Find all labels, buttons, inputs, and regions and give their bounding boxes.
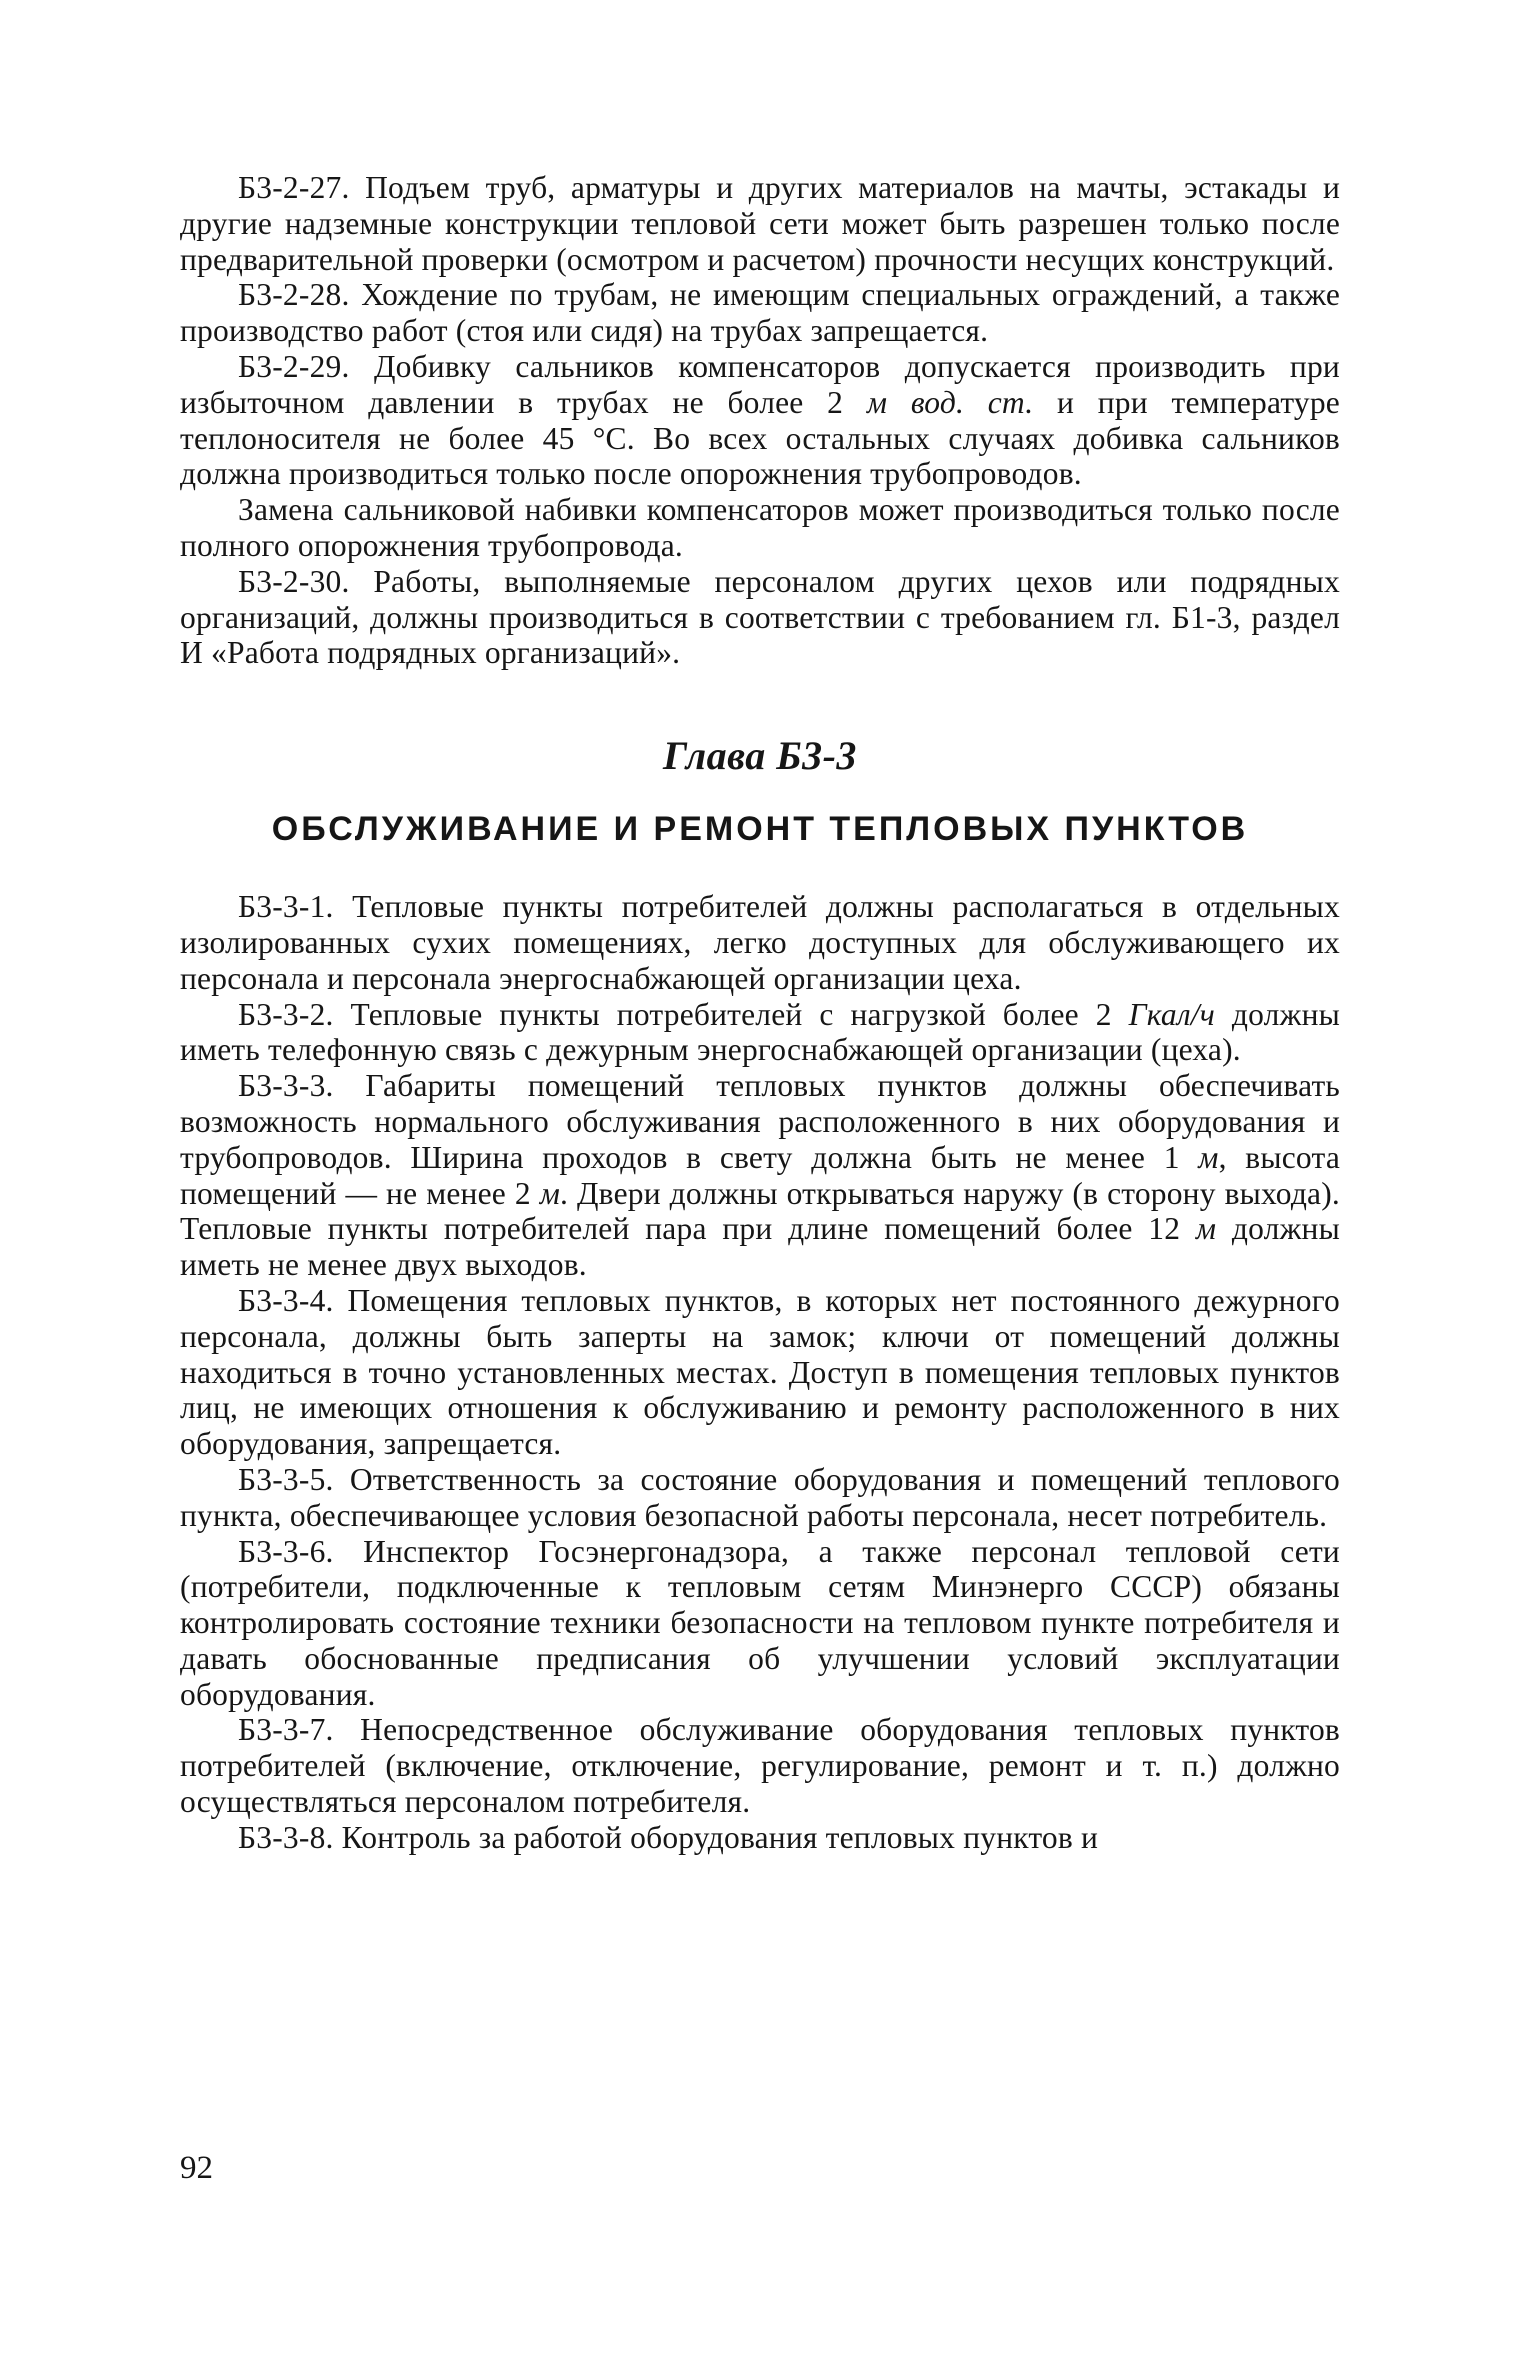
chapter-title: Глава Б3-3 xyxy=(663,733,857,779)
section-number: Б3-2-27. xyxy=(238,170,350,205)
section-number: Б3-3-8. xyxy=(238,1819,334,1855)
section-number: Б3-2-28. xyxy=(238,277,350,313)
section-number: Б3-2-29. xyxy=(238,348,350,384)
unit-label: м xyxy=(1195,1211,1217,1247)
section-text-cont: и при температуре теплоносителя не более 45 °С. Во всех остальных случаях добивка сальников должна производиться только после опорожнения трубопроводов. xyxy=(180,384,1340,492)
section-text: Подъем труб, арматуры и других материалов на мачты, эстакады и другие надземные конструкции тепловой сети может быть разрешен только после предварительной проверки (осмотром и расчетом) прочности несущих конструкций. xyxy=(180,170,1340,277)
section-text: Тепловые пункты потребителей должны располагаться в отдельных изолированных сухих помещениях, легко доступных для обслуживающего их персонала и персонала энергоснабжающей организации цеха. xyxy=(180,889,1340,996)
section-number: Б3-3-2. xyxy=(238,996,334,1032)
section-text-cont: , высота помещений — не менее 2 xyxy=(180,1139,1340,1211)
section-b3-3-7 xyxy=(180,1712,1340,1819)
section-number: Б3-3-3. xyxy=(238,1068,334,1104)
section-text: Работы, выполняемые персоналом других цехов или подрядных организаций, должны производиться в соответствии с требованием гл. Б1-3, раздел И «Работа подрядных организаций». xyxy=(180,563,1340,671)
unit-label: м xyxy=(1198,1139,1219,1175)
unit-label: м вод. ст. xyxy=(866,384,1034,420)
section-b3-2-29 xyxy=(180,349,1340,492)
section-number: Б3-3-7. xyxy=(238,1712,334,1748)
section-b3-3-1 xyxy=(180,889,1340,996)
document-page xyxy=(180,170,1340,1856)
section-b3-3-4 xyxy=(180,1283,1340,1462)
section-text: Габариты помещений тепловых пунктов должны обеспечивать возможность нормального обслуживания расположенного в них оборудования и трубопроводов. Ширина проходов в свету должна быть не менее 1 xyxy=(180,1068,1340,1175)
section-number: Б3-3-4. xyxy=(238,1282,334,1318)
section-text-cont: должны иметь телефонную связь с дежурным энергоснабжающей организации (цеха). xyxy=(180,996,1340,1068)
section-b3-3-6 xyxy=(180,1534,1340,1713)
section-text-cont: должны иметь не менее двух выходов. xyxy=(180,1211,1340,1283)
section-number: Б3-3-1. xyxy=(238,889,334,925)
section-text-cont: . Двери должны открываться наружу (в сторону выхода). Тепловые пункты потребителей пара при длине помещений более 12 xyxy=(180,1175,1341,1247)
section-text: Добивку сальников компенсаторов допускается производить при избыточном давлении в трубах не более 2 xyxy=(180,348,1340,420)
unit-label: м xyxy=(539,1175,561,1211)
section-b3-2-28 xyxy=(180,277,1340,349)
section-b3-3-2 xyxy=(180,997,1340,1069)
section-text: Хождение по трубам, не имеющим специальных ограждений, а также производство работ (стоя или сидя) на трубах запрещается. xyxy=(180,277,1340,349)
paragraph-gland-replacement xyxy=(180,492,1340,564)
section-b3-3-3 xyxy=(180,1068,1340,1283)
chapter-subtitle: ОБСЛУЖИВАНИЕ И РЕМОНТ ТЕПЛОВЫХ ПУНКТОВ xyxy=(271,810,1249,849)
section-b3-2-27 xyxy=(180,170,1340,277)
section-text: Замена сальниковой набивки компенсаторов может производиться только после полного опорожнения трубопровода. xyxy=(180,492,1340,563)
unit-label: Гкал/ч xyxy=(1128,996,1215,1032)
section-number: Б3-3-6. xyxy=(238,1533,334,1569)
section-b3-3-5 xyxy=(180,1462,1340,1534)
section-text: Непосредственное обслуживание оборудования тепловых пунктов потребителей (включение, отключение, регулирование, ремонт и т. п.) должно осуществляться персоналом потребителя. xyxy=(180,1712,1340,1820)
section-text: Инспектор Госэнергонадзора, а также персонал тепловой сети (потребители, подключенные к тепловым сетям Минэнерго СССР) обязаны контролировать состояние техники безопасности на тепловом пункте потребителя и давать обоснованные предписания об улучшении условий эксплуатации оборудования. xyxy=(180,1533,1340,1712)
section-text: Контроль за работой оборудования тепловых пунктов и xyxy=(333,1819,1099,1855)
section-text: Помещения тепловых пунктов, в которых нет постоянного дежурного персонала, должны быть заперты на замок; ключи от помещений должны находиться в точно установленных местах. Доступ в помещения тепловых пунктов лиц, не имеющих отношения к обслуживанию и ремонту расположенного в них оборудования, запрещается. xyxy=(180,1282,1340,1462)
page-number: 92 xyxy=(180,2150,213,2186)
section-text: Тепловые пункты потребителей с нагрузкой более 2 xyxy=(333,996,1129,1032)
section-b3-2-30 xyxy=(180,564,1340,671)
section-b3-3-8 xyxy=(180,1820,1340,1856)
section-text: Ответственность за состояние оборудования и помещений теплового пункта, обеспечивающее условия безопасной работы персонала, несет потребитель. xyxy=(180,1461,1340,1533)
section-number: Б3-3-5. xyxy=(238,1461,334,1497)
section-number: Б3-2-30. xyxy=(238,563,350,599)
